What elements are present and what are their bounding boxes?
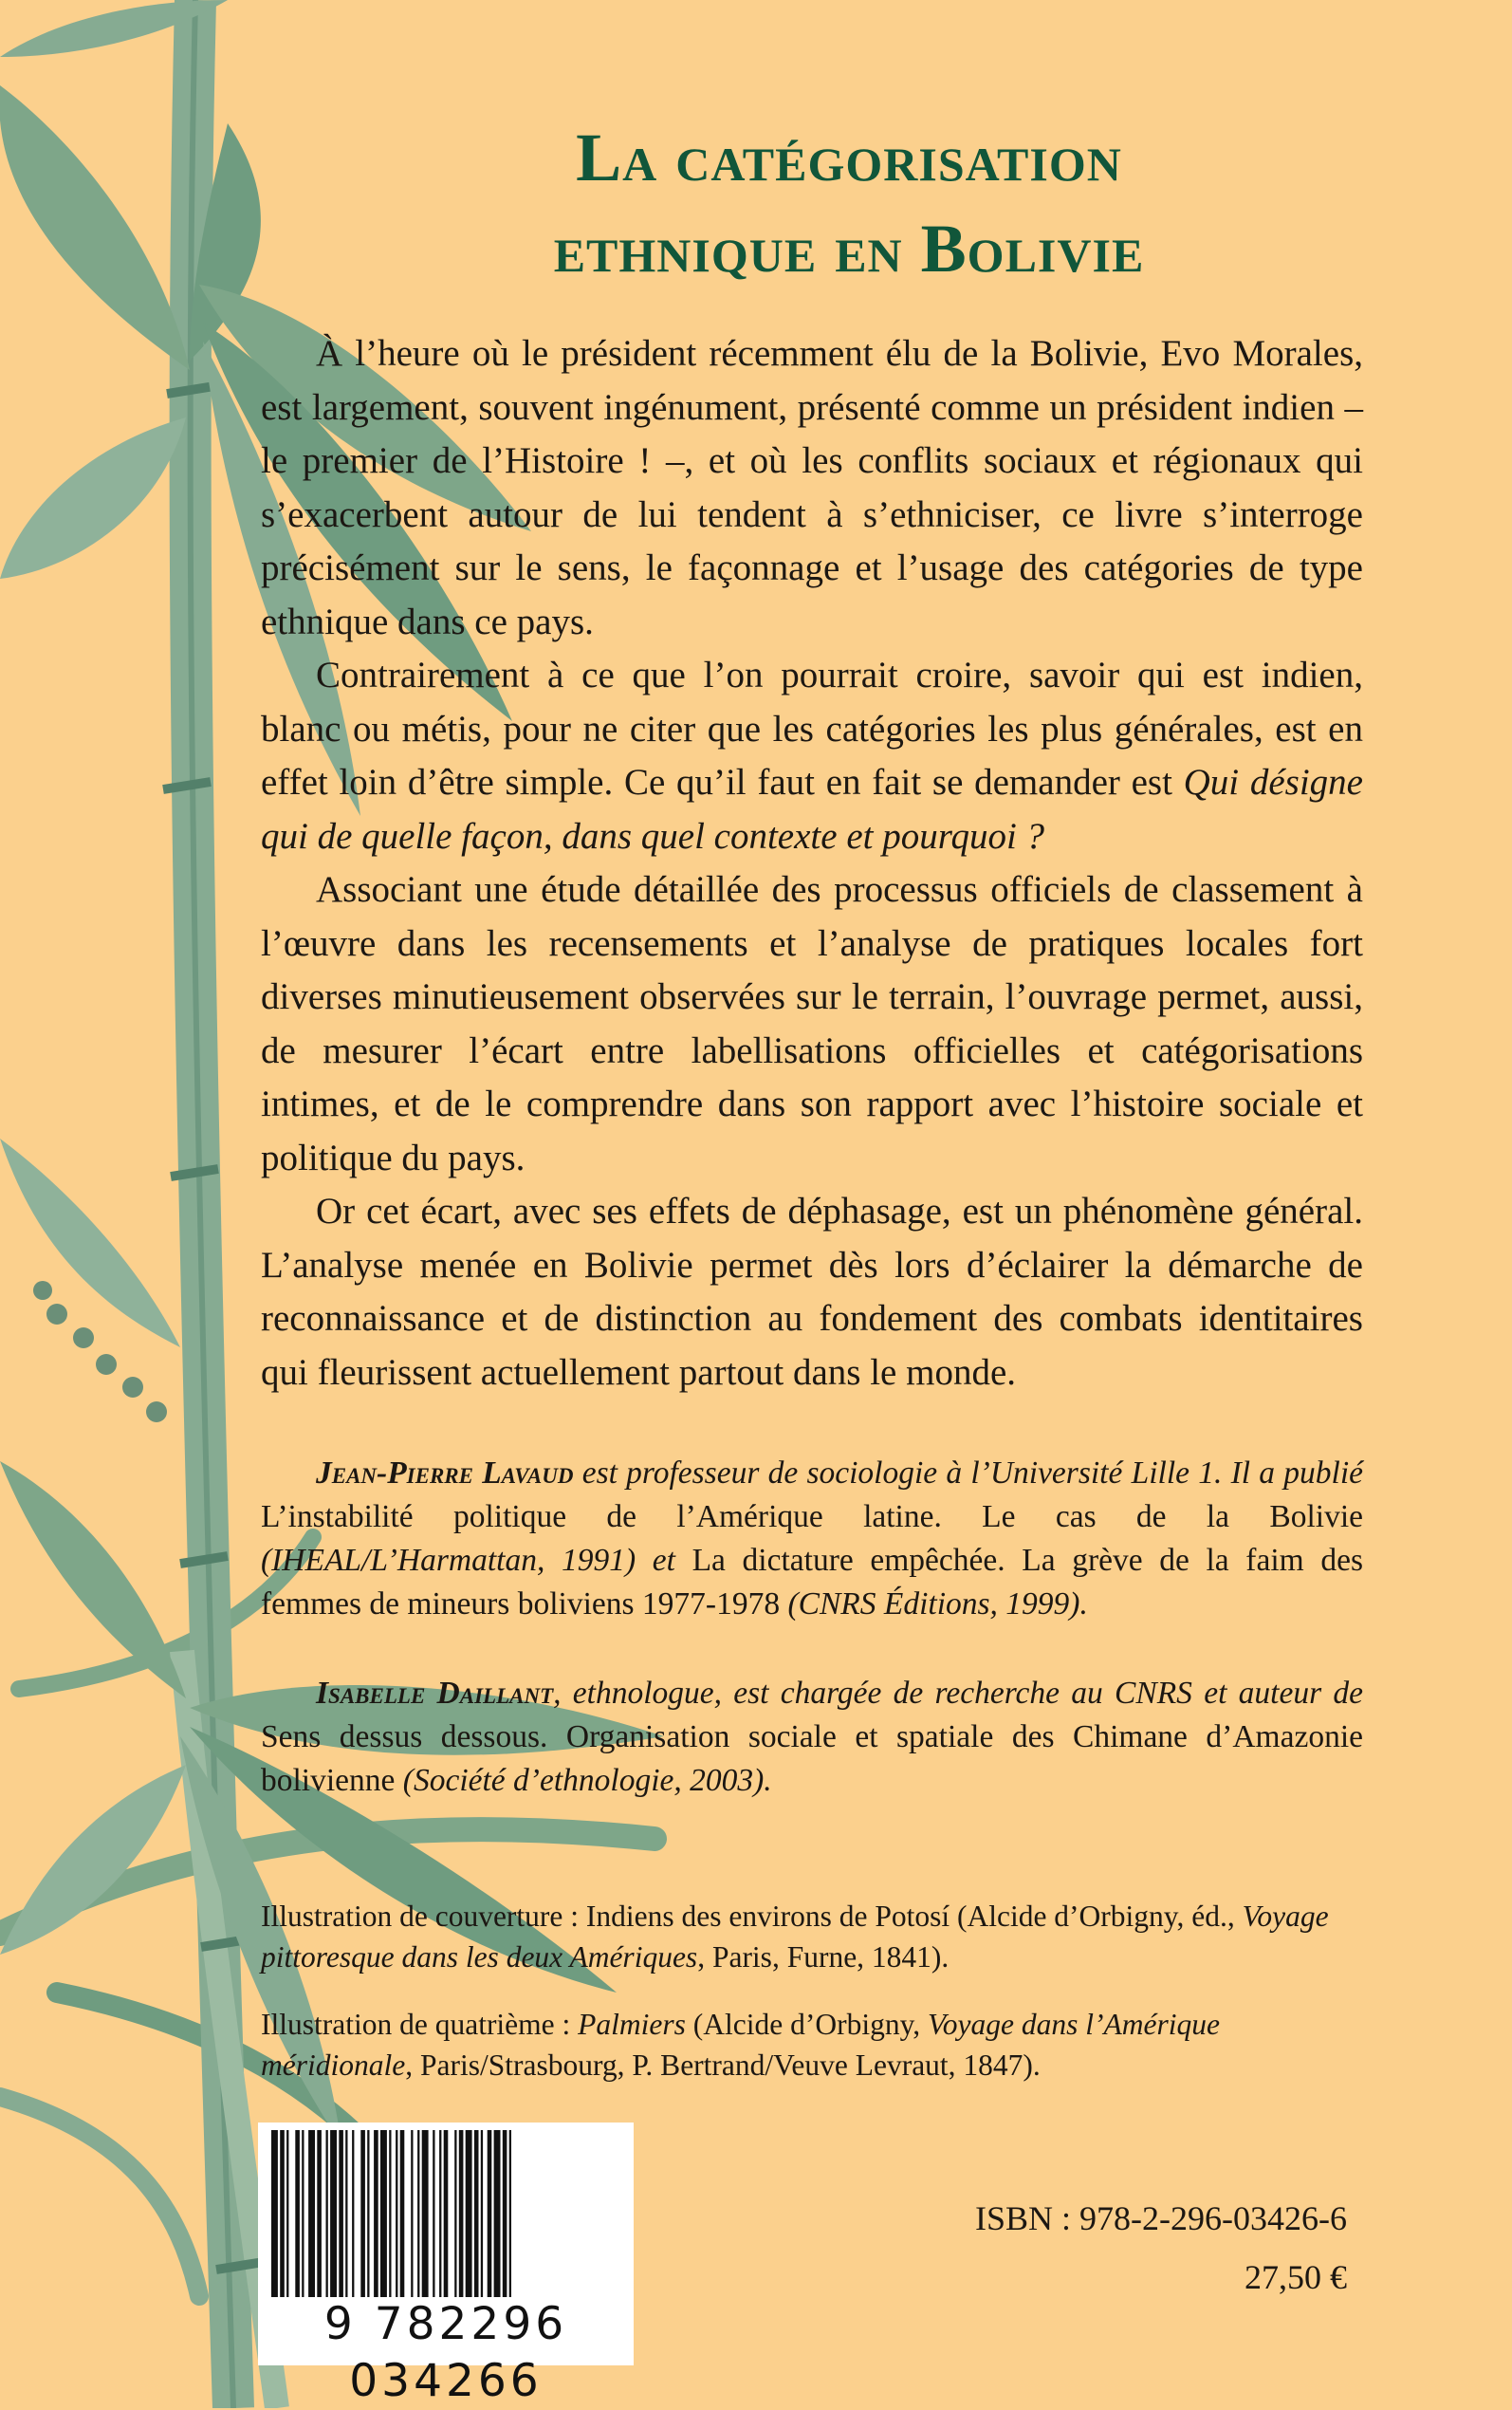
summary-paragraph-1: À l’heure où le président récemment élu de la Bolivie, Evo Morales, est largement, souvent ingénument, présenté comme un président indien – le premier de l’Histoire ! –, et où les conflits sociaux et régionaux qui s’exacerbent autour de lui tendent à s’ethniciser, ce livre s’interroge précisément sur le sens, le façonnage et l’usage des catégories de type ethnique dans ce pays.: [261, 333, 1363, 642]
barcode-digits: 9 782296 034266: [323, 2298, 568, 2407]
barcode-bar: [509, 2130, 511, 2297]
barcode-bar: [271, 2130, 278, 2297]
barcode-bar: [466, 2130, 472, 2297]
bio-text: (IHEAL/L’Harmattan, 1991) et: [261, 1543, 692, 1578]
paragraph-2-question: Qui désigne qui de quelle façon, dans quel contexte et pourquoi ?: [261, 762, 1363, 857]
credit-text: , Paris/Strasbourg, P. Bertrand/Veuve Levraut, 1847).: [405, 2048, 1041, 2082]
barcode-bar: [374, 2130, 378, 2297]
barcode-bar: [308, 2130, 315, 2297]
summary-paragraph-3: Associant une étude détaillée des processus officiels de classement à l’œuvre dans les recensements et l’analyse de pratiques locales fort diverses minutieusement observées sur le terrain, l’ouvrage permet, aussi, de mesurer l’écart entre labellisations officielles et catégorisations intimes, et de le comprendre dans son rapport avec l’histoire sociale et politique du pays.: [261, 869, 1363, 1178]
isbn: ISBN : 978-2-296-03426-6: [975, 2199, 1347, 2237]
barcode-bar: [481, 2130, 483, 2297]
barcode-bar: [422, 2130, 429, 2297]
barcode-bar: [326, 2130, 328, 2297]
barcode-bar: [444, 2130, 449, 2297]
book-title-ref: L’instabilité politique de l’Amérique latine. Le cas de la Bolivie: [261, 1499, 1363, 1534]
book-title: [313, 112, 1385, 294]
summary-paragraph-4: Or cet écart, avec ses effets de déphasage, est un phénomène général. L’analyse menée en Bolivie permet dès lors d’éclairer la démarche de reconnaissance et de distinction au fondement des combats identitaires qui fleurissent actuellement partout dans le monde.: [261, 1191, 1363, 1393]
barcode-bar: [317, 2130, 322, 2297]
barcode-bar: [396, 2130, 397, 2297]
barcode-bar: [352, 2130, 354, 2297]
credit-work-title: Palmiers: [578, 2008, 686, 2041]
barcode-bar: [411, 2130, 413, 2297]
barcode-bar: [439, 2130, 441, 2297]
barcode-bar: [295, 2130, 300, 2297]
bio-text: (Société d’ethnologie, 2003).: [395, 1763, 772, 1798]
barcode-bar: [503, 2130, 507, 2297]
credit-work-title: Voyage pittoresque dans les deux Amériques: [261, 1900, 1329, 1974]
summary-paragraph-2: [261, 649, 1363, 863]
title-line-1: La catégorisation: [576, 120, 1122, 195]
bio-text: (CNRS Éditions, 1999).: [780, 1586, 1088, 1622]
book-title-ref: La dictature empêchée. La grève de la faim des femmes de mineurs boliviens 1977-1978: [261, 1543, 1363, 1622]
cover-illustration-credit: [261, 1896, 1363, 1977]
barcode-bar: [286, 2130, 288, 2297]
barcode-bar: [345, 2130, 347, 2297]
author-name: Jean-Pierre Lavaud: [316, 1455, 574, 1491]
back-illustration-credit: [261, 2004, 1363, 2086]
barcode-bar: [367, 2130, 369, 2297]
barcode-bar: [488, 2130, 492, 2297]
barcode-bar: [302, 2130, 304, 2297]
barcode-bar: [494, 2130, 501, 2297]
bio-text: , ethnologue, est chargée de recherche au CNRS et auteur de: [553, 1676, 1363, 1711]
barcode-bar: [459, 2130, 464, 2297]
barcode-bar: [433, 2130, 434, 2297]
barcode-bar: [360, 2130, 365, 2297]
price: 27,50 €: [1245, 2258, 1347, 2296]
paragraph-2-text: Contrairement à ce que l’on pourrait croire, savoir qui est indien, blanc ou métis, pour ne citer que les catégories les plus générales, est en effet loin d’être simple. Ce qu’il faut en fait se demander est: [261, 655, 1363, 803]
barcode-bar: [280, 2130, 285, 2297]
barcode-bar: [330, 2130, 337, 2297]
book-title-ref: Sens dessus dessous. Organisation sociale et spatiale des Chimane d’Amazonie bolivienne: [261, 1719, 1363, 1798]
author-name: Isabelle Daillant: [316, 1676, 554, 1711]
credit-text: , Paris, Furne, 1841).: [697, 1940, 950, 1974]
barcode-bar: [454, 2130, 456, 2297]
credit-work-title: Voyage dans l’Amérique méridionale: [261, 2008, 1220, 2082]
barcode-bar: [474, 2130, 479, 2297]
author-bio-2: [261, 1672, 1363, 1803]
credit-text: Illustration de quatrième :: [261, 2008, 579, 2041]
back-cover-summary: [261, 327, 1363, 1400]
author-bio-1: [261, 1452, 1363, 1626]
barcode-bar: [400, 2130, 405, 2297]
barcode-bar: [339, 2130, 343, 2297]
barcode-bar: [380, 2130, 387, 2297]
bio-text: est professeur de sociologie à l’Université Lille 1. Il a publié: [573, 1455, 1364, 1491]
credit-text: (Alcide d’Orbigny,: [685, 2008, 929, 2041]
barcode-bar: [389, 2130, 391, 2297]
barcode-bar: [417, 2130, 419, 2297]
credit-text: Illustration de couverture : Indiens des environs de Potosí (Alcide d’Orbigny, éd.,: [261, 1900, 1243, 1933]
title-line-2: ethnique en Bolivie: [553, 211, 1145, 287]
